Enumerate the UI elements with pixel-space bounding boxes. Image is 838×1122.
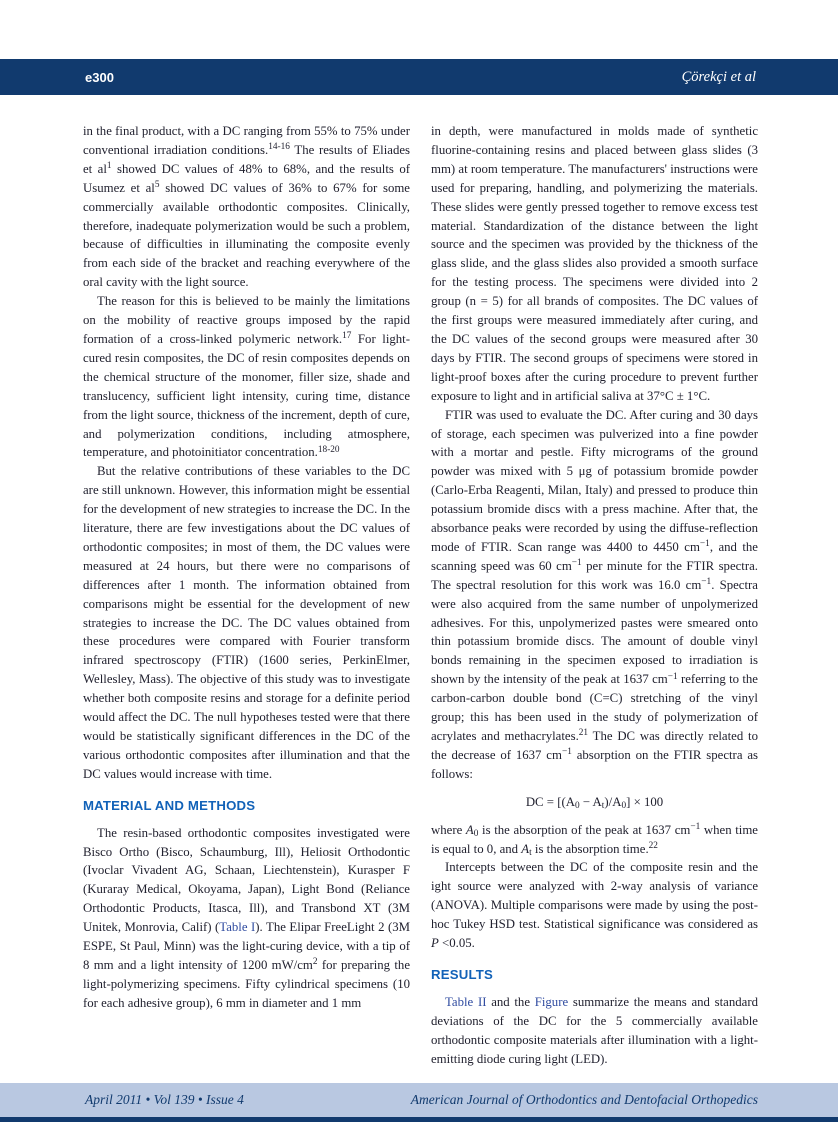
running-head-author: Çörekçi et al bbox=[681, 68, 756, 85]
section-heading: MATERIAL AND METHODS bbox=[83, 797, 256, 813]
paragraph: Table II and the Figure summarize the means and standard deviations of the DC for the 5 commercially available orthodontic composite materials after illumination with a light-emitting diode curing light (LED). bbox=[431, 994, 759, 1066]
section-heading: RESULTS bbox=[431, 966, 493, 982]
cross-reference-link[interactable]: Table I bbox=[219, 920, 256, 935]
page-footer-bar bbox=[0, 1083, 838, 1117]
footer-rule bbox=[0, 1117, 838, 1122]
cross-reference-link[interactable]: Table II bbox=[445, 994, 487, 1009]
paragraph: Intercepts between the DC of the composite resin and the ight source were analyzed with 2-way analysis of variance (ANOVA). Multiple comparisons were made by using the post-hoc Tukey HSD test. Statistical significance was considered as P <0.05. bbox=[431, 860, 758, 951]
left-column bbox=[83, 122, 410, 1069]
page-header-bar bbox=[0, 59, 838, 95]
paragraph: FTIR was used to evaluate the DC. After curing and 30 days of storage, each specimen was pulverized into a fine powder with a mortar and pestle. Fifty micrograms of the ground powder was mixed with 5 μg of potassium bromide powder (Carlo-Erba Reagenti, Milan, Italy) and pressed to produce thin potassium bromide discs with a press machine. After that, the absorbance peaks were recorded by using the diffuse-reflection mode of FTIR. Scan range was 4400 to 4450 $cm^{-1}$, and the scanning speed was 60 $cm^{-1}$ per minute for the FTIR spectra. The spectral resolution for this work was 16.0 $cm^{-1}$. Spectra were also acquired from the same number of unpolymerized adhesives. For this, unpolymerized pastes were smeared onto thin potassium bromide discs. The amount of double vinyl bonds remaining in the specimen exposed to irradiation is shown by the intensity of the peak at 1637 $cm^{-1}$ referring to the carbon-carbon double bond (C=C) stretching of the vinyl group; this has been used in the study of polymerization of acrylates and methacrylates.$^{21}$ The DC was directly related to the decrease of 1637 $cm^{-1}$ absorption on the FTIR spectra as follows: bbox=[431, 407, 759, 781]
page-number: e300 bbox=[85, 69, 114, 85]
article-body bbox=[83, 122, 759, 1069]
cross-reference-link[interactable]: Figure bbox=[534, 994, 569, 1009]
footer-issue-info: April 2011 • Vol 139 • Issue 4 bbox=[85, 1092, 244, 1107]
paragraph: The resin-based orthodontic composites investigated were Bisco Ortho (Bisco, Schaumburg, Ill), Heliosit Orthodontic (Ivoclar Vivadent AG, Schaan, Liechtenstein), Kurasper F (Kuraray Medical, Okoyama, Japan), Light Bond (Reliance Orthodontic Products, Itasca, Ill), and Transbond XT (3M Unitek, Monrovia, Calif) (Table I). The Elipar FreeLight 2 (3M ESPE, St Paul, Minn) was the light-curing device, with a tip of 8 mm and a light intensity of 1200 $mW/cm^2$ for preparing the light-polymerizing specimens. Fifty cylindrical specimens (10 for each adhesive group), 6 mm in diameter and 1 mm bbox=[83, 825, 411, 1010]
equation: DC = $[(A_0 - A_t)/A_0] \times 100$ bbox=[525, 794, 664, 812]
footer-journal-name: American Journal of Orthodontics and Dentofacial Orthopedics bbox=[410, 1092, 758, 1107]
paragraph: in the final product, with a DC ranging from 55% to 75% under conventional irradiation conditions.$^{14-16}$ The results of Eliades et $al^1$ showed DC values of 48% to 68%, and the results of Usumez et $al^5$ showed DC values of 36% to 67% for some commercially available orthodontic composites. Clinically, therefore, inadequate polymerization would be such a problem, because of difficulties in illuminating the composite evenly from each side of the bracket and reaching everywhere of the oral cavity with the light source. bbox=[83, 124, 411, 290]
paragraph: where $A_0$ is the absorption of the peak at 1637 $cm^{-1}$ when time is equal to 0, and $A_t$ is the absorption time.$^{22}$ bbox=[431, 822, 758, 859]
paragraph: The reason for this is believed to be mainly the limitations on the mobility of reactive groups imposed by the rapid formation of a cross-linked polymeric network.$^{17}$ For light-cured resin composites, the DC of resin composites depends on the chemical structure of the monomer, filler size, shade and translucency, sufficient light intensity, curing time, distance from the light source, thickness of the increment, depth of cure, and polymerization conditions, including atmosphere, temperature, and photoinitiator concentration.$^{18-20}$ bbox=[83, 294, 410, 460]
right-column bbox=[431, 122, 758, 1069]
paragraph: But the relative contributions of these variables to the DC are still unknown. However, this information might be essential for the development of new strategies to increase the DC. In the literature, there are few investigations about the DC values of orthodontic composites; in most of them, the DC values were measured at 24 hours, but there were no comparisons of differences after 1 month. The information obtained from comparisons might be essential for the development of new strategies to increase the DC. The DC values obtained from these procedures were compared with Fourier transform infrared spectroscopy (FTIR) (1600 series, PerkinElmer, Wellesley, Mass). The objective of this study was to investigate whether both composite resins and storage for a definite period would affect the DC. The null hypotheses tested were that there would be statistically significant differences in the DC of the various orthodontic composites after illumination and that the DC values would increase with time. bbox=[83, 464, 410, 781]
paragraph: in depth, were manufactured in molds made of synthetic fluorine-containing resins and placed between glass slides (3 mm) at room temperature. The manufacturers' instructions were used for preparing, handling, and polymerizing the materials. These slides were gently pressed together to remove excess test material. Standardization of the distance between the light source and the specimen was provided by the thickness of the glass slide, and the glass slides also provided a smooth surface for the testing process. The specimens were divided into 2 group (n = 5) for all brands of composites. The DC values of the first groups were measured immediately after curing, and the DC values of the second groups were measured after 30 days by FTIR. The second groups of specimens were stored in light-proof boxes after the curing procedure to prevent further exposure to light and in artificial saliva at 37°C ± 1°C. bbox=[431, 124, 758, 403]
